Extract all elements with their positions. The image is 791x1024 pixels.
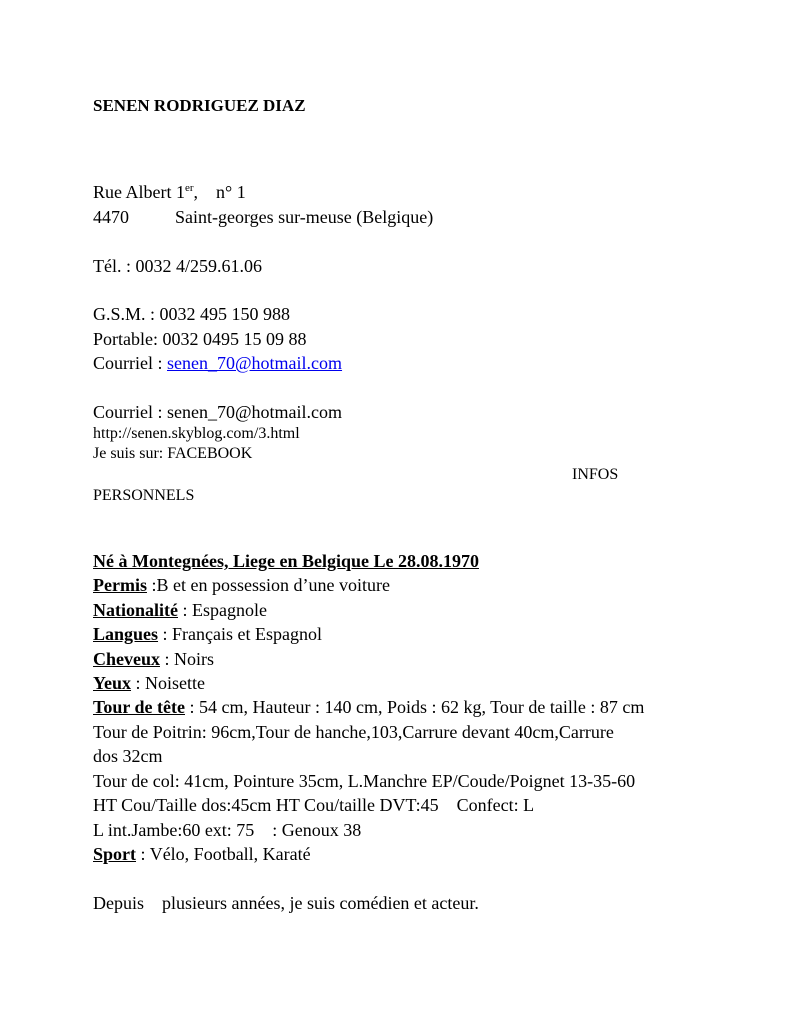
poitrine-line-cont: dos 32cm (93, 746, 163, 766)
postcode: 4470 (93, 207, 129, 227)
facebook-line: Je suis sur: FACEBOOK (93, 445, 253, 462)
email-line: Courriel : senen_70@hotmail.com (93, 353, 343, 373)
website: http://senen.skyblog.com/3.html (93, 425, 300, 442)
telephone: Tél. : 0032 4/259.61.06 (93, 256, 262, 276)
yeux-line: Yeux : Noisette (93, 673, 206, 693)
city: Saint-georges sur-meuse (Belgique) (175, 207, 434, 227)
ht-line: HT Cou/Taille dos:45cm HT Cou/taille DVT:45 Confect: L (93, 795, 535, 815)
email-line-2: Courriel : senen_70@hotmail.com (93, 402, 343, 422)
sport-line: Sport : Vélo, Football, Karaté (93, 844, 311, 864)
gsm: G.S.M. : 0032 495 150 988 (93, 304, 291, 324)
col-line: Tour de col: 41cm, Pointure 35cm, L.Manchre EP/Coude/Poignet 13-35-60 (93, 771, 636, 791)
section-personnels: PERSONNELS (93, 487, 195, 504)
cheveux-line: Cheveux : Noirs (93, 649, 214, 669)
closing-statement: Depuis plusieurs années, je suis comédien et acteur. (93, 893, 479, 913)
langues-line: Langues : Français et Espagnol (93, 624, 322, 644)
poitrine-line: Tour de Poitrin: 96cm,Tour de hanche,103,Carrure devant 40cm,Carrure (93, 722, 614, 742)
address-street: Rue Albert 1er, n° 1 (93, 182, 246, 202)
jambe-line: L int.Jambe:60 ext: 75 : Genoux 38 (93, 820, 362, 840)
nationalite-line: Nationalité : Espagnole (93, 600, 267, 620)
section-infos: INFOS (572, 466, 619, 483)
permis-line: Permis :B et en possession d’une voiture (93, 575, 390, 595)
tour-de-tete-line: Tour de tête : 54 cm, Hauteur : 140 cm, Poids : 62 kg, Tour de taille : 87 cm (93, 697, 645, 717)
person-name: SENEN RODRIGUEZ DIAZ (93, 96, 306, 115)
portable: Portable: 0032 0495 15 09 88 (93, 329, 307, 349)
email-link[interactable]: senen_70@hotmail.com (167, 353, 343, 373)
address-city-line (93, 207, 434, 227)
birth-info: Né à Montegnées, Liege en Belgique Le 28.08.1970 (93, 551, 479, 571)
